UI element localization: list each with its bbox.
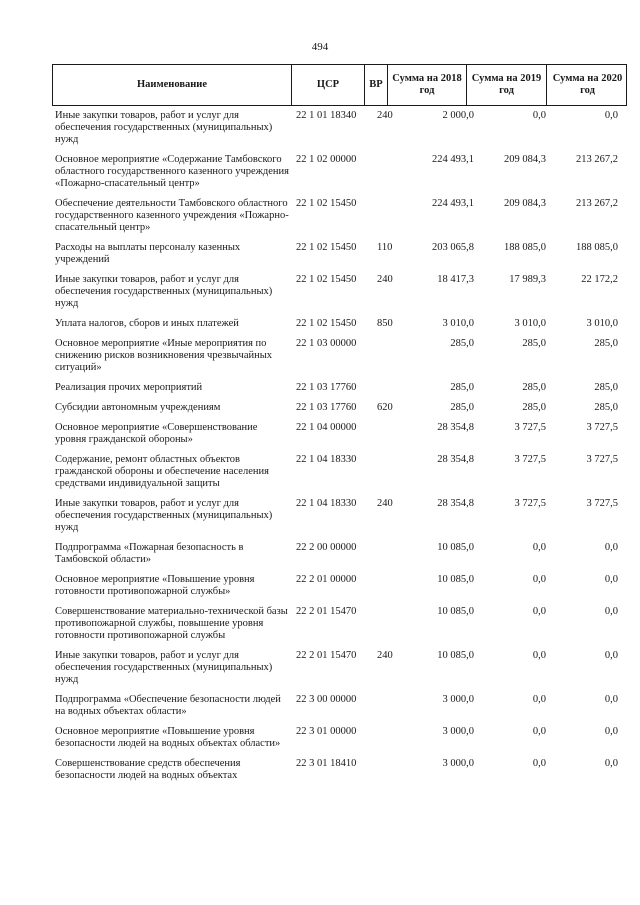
row-sum-2019: 0,0: [532, 650, 546, 661]
page-number: 494: [311, 41, 329, 53]
table-row: [0, 494, 640, 538]
row-csr: 22 1 02 15450: [296, 318, 357, 329]
row-sum-2020: 213 267,2: [576, 154, 618, 165]
row-csr: 22 1 03 17760: [296, 402, 357, 413]
row-csr: 22 3 01 18410: [296, 758, 357, 769]
row-name: Совершенствование средств обеспечения безопасности людей на водных объектах: [55, 758, 241, 781]
row-sum-2018: 3 000,0: [442, 694, 474, 705]
row-vr: 620: [377, 402, 393, 413]
row-sum-2019: 3 727,5: [514, 454, 546, 465]
row-name: Обеспечение деятельности Тамбовского областного государственного казенного учреждения «Пожарно-спасательный центр»: [55, 198, 289, 233]
table-row: [0, 334, 640, 378]
table-row: [0, 570, 640, 602]
row-sum-2018: 10 085,0: [437, 606, 474, 617]
row-csr: 22 2 01 15470: [296, 650, 357, 661]
row-sum-2019: 0,0: [532, 726, 546, 737]
table-header: [52, 64, 627, 106]
row-vr: 240: [377, 498, 393, 509]
table-row: [0, 270, 640, 314]
row-sum-2019: 285,0: [522, 382, 546, 393]
row-sum-2019: 0,0: [532, 606, 546, 617]
row-sum-2020: 0,0: [604, 650, 618, 661]
header-name: Наименование: [53, 65, 292, 105]
row-csr: 22 1 02 15450: [296, 274, 357, 285]
row-sum-2019: 3 727,5: [514, 422, 546, 433]
row-name: Подпрограмма «Пожарная безопасность в Тамбовской области»: [55, 542, 244, 565]
row-sum-2020: 188 085,0: [576, 242, 618, 253]
row-name: Иные закупки товаров, работ и услуг для обеспечения государственных (муниципальных) нужд: [55, 110, 273, 145]
row-name: Основное мероприятие «Повышение уровня готовности противопожарной службы»: [55, 574, 255, 597]
row-sum-2020: 3 010,0: [586, 318, 618, 329]
row-sum-2018: 2 000,0: [442, 110, 474, 121]
table-row: [0, 418, 640, 450]
row-sum-2018: 3 000,0: [442, 758, 474, 769]
row-sum-2018: 28 354,8: [437, 454, 474, 465]
row-csr: 22 2 00 00000: [296, 542, 357, 553]
table-row: [0, 378, 640, 398]
row-name: Реализация прочих мероприятий: [55, 382, 203, 393]
row-csr: 22 1 02 00000: [296, 154, 357, 165]
row-sum-2020: 22 172,2: [581, 274, 618, 285]
row-vr: 850: [377, 318, 393, 329]
row-sum-2020: 3 727,5: [586, 422, 618, 433]
row-name: Иные закупки товаров, работ и услуг для обеспечения государственных (муниципальных) нужд: [55, 650, 273, 685]
row-sum-2019: 0,0: [532, 758, 546, 769]
header-csr: ЦСР: [292, 65, 365, 105]
row-csr: 22 1 04 18330: [296, 498, 357, 509]
row-sum-2020: 3 727,5: [586, 454, 618, 465]
row-name: Основное мероприятие «Совершенствование уровня гражданской обороны»: [55, 422, 258, 445]
row-sum-2018: 285,0: [450, 402, 474, 413]
row-name: Совершенствование материально-технической базы противопожарной службы, повышение уровня готовности противопожарной службы: [55, 606, 288, 641]
header-vr: ВР: [365, 65, 388, 105]
row-sum-2019: 0,0: [532, 694, 546, 705]
table-row: [0, 602, 640, 646]
row-sum-2019: 209 084,3: [504, 198, 546, 209]
row-sum-2019: 209 084,3: [504, 154, 546, 165]
row-csr: 22 2 01 15470: [296, 606, 357, 617]
row-name: Основное мероприятие «Содержание Тамбовского областного государственного казенного учреждения «Пожарно-спасательный центр»: [55, 154, 289, 189]
row-sum-2018: 224 493,1: [432, 154, 474, 165]
row-sum-2018: 3 000,0: [442, 726, 474, 737]
table-row: [0, 314, 640, 334]
row-sum-2020: 3 727,5: [586, 498, 618, 509]
row-csr: 22 3 00 00000: [296, 694, 357, 705]
table-row: [0, 150, 640, 194]
table-row: [0, 450, 640, 494]
row-sum-2018: 203 065,8: [432, 242, 474, 253]
table-row: [0, 690, 640, 722]
row-sum-2018: 10 085,0: [437, 542, 474, 553]
row-sum-2020: 0,0: [604, 574, 618, 585]
row-sum-2019: 3 727,5: [514, 498, 546, 509]
table-row: [0, 722, 640, 754]
row-sum-2018: 18 417,3: [437, 274, 474, 285]
table-row: [0, 538, 640, 570]
row-sum-2020: 285,0: [594, 402, 618, 413]
row-sum-2018: 10 085,0: [437, 574, 474, 585]
row-sum-2018: 285,0: [450, 338, 474, 349]
row-sum-2019: 285,0: [522, 402, 546, 413]
row-sum-2018: 3 010,0: [442, 318, 474, 329]
row-vr: 240: [377, 274, 393, 285]
row-sum-2020: 0,0: [604, 606, 618, 617]
row-sum-2020: 0,0: [604, 110, 618, 121]
row-csr: 22 1 01 18340: [296, 110, 357, 121]
row-sum-2020: 0,0: [604, 542, 618, 553]
row-sum-2019: 3 010,0: [514, 318, 546, 329]
row-name: Основное мероприятие «Иные мероприятия по снижению рисков возникновения чрезвычайных ситуаций»: [55, 338, 273, 373]
row-sum-2019: 0,0: [532, 542, 546, 553]
header-sum-2019: Сумма на 2019 год: [467, 65, 547, 105]
row-vr: 240: [377, 650, 393, 661]
row-name: Расходы на выплаты персоналу казенных учреждений: [55, 242, 241, 265]
row-sum-2019: 17 989,3: [509, 274, 546, 285]
row-name: Субсидии автономным учреждениям: [55, 402, 221, 413]
row-sum-2019: 0,0: [532, 574, 546, 585]
row-csr: 22 1 04 00000: [296, 422, 357, 433]
row-sum-2020: 0,0: [604, 726, 618, 737]
row-vr: 240: [377, 110, 393, 121]
row-csr: 22 1 02 15450: [296, 242, 357, 253]
row-sum-2018: 10 085,0: [437, 650, 474, 661]
row-name: Содержание, ремонт областных объектов гражданской обороны и обеспечение населения средствами индивидуальной защиты: [55, 454, 269, 489]
row-csr: 22 1 04 18330: [296, 454, 357, 465]
row-name: Иные закупки товаров, работ и услуг для обеспечения государственных (муниципальных) нужд: [55, 274, 273, 309]
row-csr: 22 1 03 17760: [296, 382, 357, 393]
row-csr: 22 2 01 00000: [296, 574, 357, 585]
row-sum-2018: 224 493,1: [432, 198, 474, 209]
row-csr: 22 3 01 00000: [296, 726, 357, 737]
table-body: [0, 106, 640, 786]
row-name: Основное мероприятие «Повышение уровня безопасности людей на водных объектах области»: [55, 726, 281, 749]
row-name: Иные закупки товаров, работ и услуг для обеспечения государственных (муниципальных) нужд: [55, 498, 273, 533]
row-sum-2020: 0,0: [604, 694, 618, 705]
row-name: Уплата налогов, сборов и иных платежей: [55, 318, 239, 329]
row-sum-2018: 285,0: [450, 382, 474, 393]
table-row: [0, 646, 640, 690]
row-vr: 110: [377, 242, 393, 253]
row-sum-2019: 0,0: [532, 110, 546, 121]
table-row: [0, 106, 640, 150]
row-sum-2020: 0,0: [604, 758, 618, 769]
row-sum-2019: 188 085,0: [504, 242, 546, 253]
header-sum-2018: Сумма на 2018 год: [388, 65, 467, 105]
table-row: [0, 754, 640, 786]
row-sum-2018: 28 354,8: [437, 498, 474, 509]
table-row: [0, 398, 640, 418]
row-sum-2020: 285,0: [594, 338, 618, 349]
row-sum-2019: 285,0: [522, 338, 546, 349]
table-row: [0, 238, 640, 270]
table-row: [0, 194, 640, 238]
row-name: Подпрограмма «Обеспечение безопасности людей на водных объектах области»: [55, 694, 281, 717]
row-csr: 22 1 03 00000: [296, 338, 357, 349]
row-sum-2018: 28 354,8: [437, 422, 474, 433]
row-sum-2020: 213 267,2: [576, 198, 618, 209]
header-sum-2020: Сумма на 2020 год: [552, 73, 623, 96]
row-csr: 22 1 02 15450: [296, 198, 357, 209]
row-sum-2020: 285,0: [594, 382, 618, 393]
